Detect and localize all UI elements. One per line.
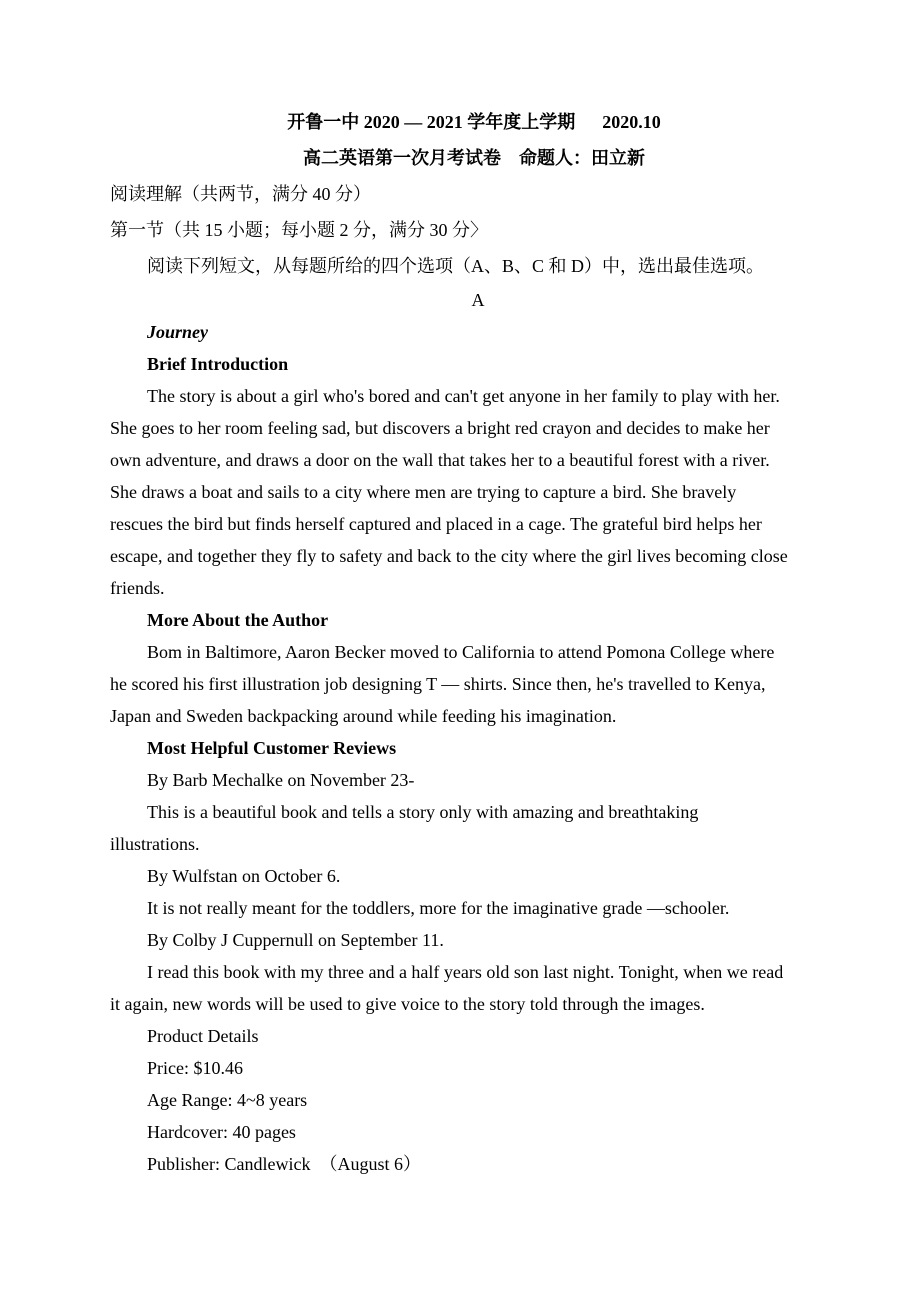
text-line: own adventure, and draws a door on the wall that takes her to a beautiful forest with a river. <box>110 450 770 470</box>
text-line: friends. <box>110 578 165 598</box>
subsection-heading: 第一节（共 15 小题；每小题 2 分，满分 30 分〉 <box>110 220 488 240</box>
document-content <box>110 104 810 1180</box>
section-heading: 阅读理解（共两节，满分 40 分） <box>110 184 371 204</box>
passage-label: A <box>471 290 485 310</box>
review-author: By Wulfstan on October 6. <box>147 866 341 886</box>
details-heading: Product Details <box>147 1026 259 1046</box>
passage-title: Journey <box>147 322 209 342</box>
detail-price: Price: $10.46 <box>147 1058 243 1078</box>
detail-publisher: Publisher: Candlewick （August 6） <box>147 1154 421 1174</box>
instruction-text: 阅读下列短文，从每题所给的四个选项（A、B、C 和 D）中，选出最佳选项。 <box>147 256 765 276</box>
intro-heading: Brief Introduction <box>147 354 289 374</box>
exam-title: 开鲁一中 2020 — 2021 学年度上学期 2020.10 <box>287 112 661 132</box>
text-line: he scored his first illustration job designing T — shirts. Since then, he's travelled to Kenya, <box>110 674 766 694</box>
review-text: I read this book with my three and a half years old son last night. Tonight, when we read <box>147 962 784 982</box>
review-author: By Barb Mechalke on November 23- <box>147 770 415 790</box>
text-line: The story is about a girl who's bored and can't get anyone in her family to play with her. <box>147 386 780 406</box>
review-text: This is a beautiful book and tells a story only with amazing and breathtaking <box>147 802 699 822</box>
text-line: She draws a boat and sails to a city where men are trying to capture a bird. She bravely <box>110 482 737 502</box>
detail-age-range: Age Range: 4~8 years <box>147 1090 308 1110</box>
author-heading: More About the Author <box>147 610 329 630</box>
text-line: She goes to her room feeling sad, but discovers a bright red crayon and decides to make her <box>110 418 770 438</box>
detail-pages: Hardcover: 40 pages <box>147 1122 296 1142</box>
review-text: illustrations. <box>110 834 200 854</box>
exam-subtitle: 高二英语第一次月考试卷 命题人：田立新 <box>303 148 645 168</box>
review-text: It is not really meant for the toddlers, more for the imaginative grade —schooler. <box>147 898 730 918</box>
text-line: Bom in Baltimore, Aaron Becker moved to California to attend Pomona College where <box>147 642 775 662</box>
text-line: escape, and together they fly to safety and back to the city where the girl lives becoming close <box>110 546 788 566</box>
text-line: rescues the bird but finds herself captured and placed in a cage. The grateful bird helps her <box>110 514 762 534</box>
text-line: Japan and Sweden backpacking around while feeding his imagination. <box>110 706 617 726</box>
reviews-heading: Most Helpful Customer Reviews <box>147 738 397 758</box>
review-author: By Colby J Cuppernull on September 11. <box>147 930 444 950</box>
review-text: it again, new words will be used to give voice to the story told through the images. <box>110 994 705 1014</box>
